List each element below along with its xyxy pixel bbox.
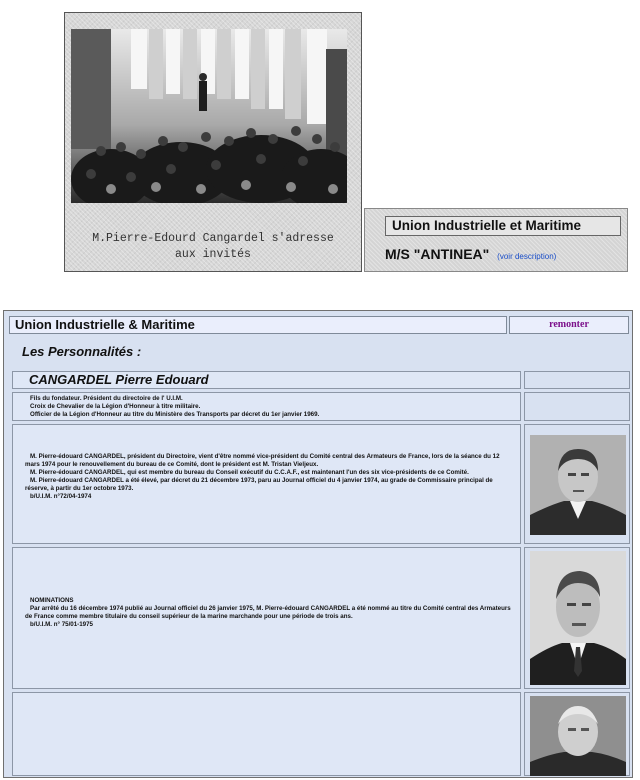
intro-cell xyxy=(12,392,521,421)
portrait-cell xyxy=(524,424,630,544)
personalities-frame xyxy=(3,310,633,778)
voir-paren-open: ( xyxy=(497,252,500,261)
entry-paragraph: M. Pierre-édouard CANGARDEL a été élevé, par décret du 21 décembre 1973, paru au Journal officiel du 4 janvier 1974, au grade de Commissaire principal de réserve, à partir du 1er octobre 1973. xyxy=(25,477,493,492)
photo-caption xyxy=(65,231,361,263)
portrait-photo xyxy=(530,435,626,535)
event-photo xyxy=(71,29,347,203)
portrait-cell xyxy=(524,547,630,689)
ship-heading xyxy=(385,246,556,262)
person-name-side-cell xyxy=(524,371,630,389)
intro-line: Fils du fondateur. Président du directoire de l' U.I.M. xyxy=(30,395,183,402)
entry-text xyxy=(25,597,514,629)
intro-side-cell xyxy=(524,392,630,421)
entry-paragraph: M. Pierre-édouard CANGARDEL, qui est membre du bureau du Conseil exécutif du C.C.A.F., est maintenant l'un des six vice-présidents de ce Comité. xyxy=(30,469,469,476)
voir-description xyxy=(497,252,556,261)
entry-cell xyxy=(12,424,521,544)
info-panel xyxy=(364,208,628,272)
photo-caption-line-2: aux invités xyxy=(175,248,251,261)
entry-heading: NOMINATIONS xyxy=(30,597,74,604)
event-photo-image xyxy=(71,29,347,203)
entry-cell xyxy=(12,547,521,689)
photo-caption-line-1: M.Pierre-Edourd Cangardel s'adresse xyxy=(92,232,334,245)
company-title: Union Industrielle et Maritime xyxy=(385,216,621,236)
entry-reference: b/U.I.M. n° 75/01-1975 xyxy=(30,621,93,628)
frame-header-title: Union Industrielle & Maritime xyxy=(9,316,507,334)
voir-description-link[interactable]: voir description xyxy=(499,252,554,261)
ship-name: M/S "ANTINEA" xyxy=(385,246,490,262)
portrait-cell xyxy=(524,692,630,776)
portrait-photo xyxy=(530,551,626,685)
person-name: CANGARDEL Pierre Edouard xyxy=(29,372,209,387)
intro-line: Officier de la Légion d'Honneur au titre du Ministère des Transports par décret du 1er janvier 1969. xyxy=(30,411,320,418)
voir-paren-close: ) xyxy=(553,252,557,261)
remonter-link[interactable]: remonter xyxy=(509,316,629,334)
intro-text xyxy=(30,395,319,419)
person-name-cell xyxy=(12,371,521,389)
entry-cell xyxy=(12,692,521,776)
photo-card xyxy=(64,12,362,272)
entry-paragraph: M. Pierre-édouard CANGARDEL, président du Directoire, vient d'être nommé vice-président du Comité central des Armateurs de France, lors de la séance du 12 mars 1974 pour le renouvellement du bureau de ce Comité, dont le président est M. Tristan Vieljeux. xyxy=(25,453,500,468)
entry-paragraph: Par arrêté du 16 décembre 1974 publié au Journal officiel du 26 janvier 1975, M. Pierre-édouard CANGARDEL a été nommé au titre du Comité central des Armateurs de France comme membre titulaire du conseil supérieur de la marine marchande pour une période de trois ans. xyxy=(25,605,511,620)
section-title: Les Personnalités : xyxy=(22,344,142,359)
intro-line: Croix de Chevalier de la Légion d'Honneur à titre militaire. xyxy=(30,403,201,410)
entry-text xyxy=(25,453,514,501)
entry-reference: b/U.I.M. n°72/04-1974 xyxy=(30,493,92,500)
portrait-photo xyxy=(530,696,626,776)
